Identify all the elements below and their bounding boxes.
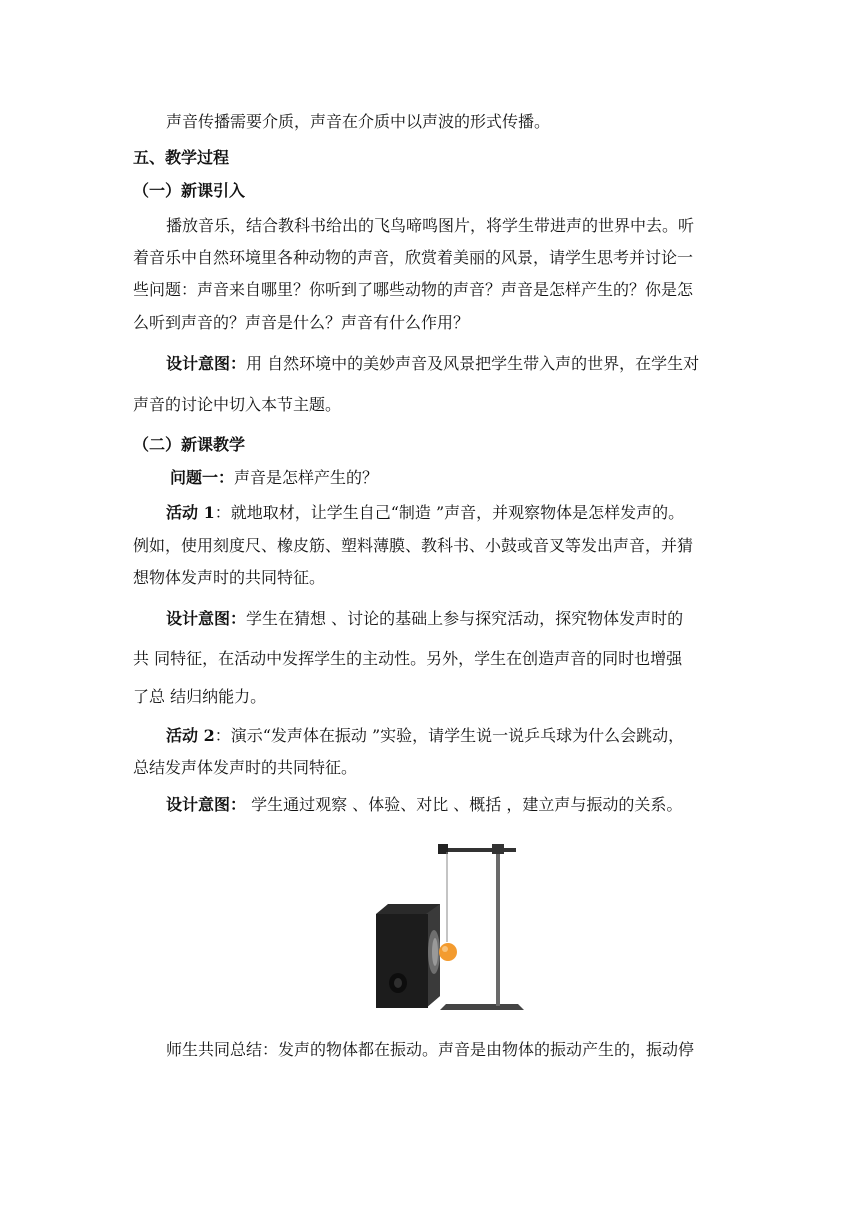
paragraph-medium-transmission: 声音传播需要介质，声音在介质中以声波的形式传播。 xyxy=(166,112,551,131)
activity-line: 例如，使用刻度尺、橡皮筋、塑料薄膜、教科书、小鼓或音叉等发出声音，并猜 xyxy=(133,536,694,555)
design-intent-line: 共 同特征，在活动中发挥学生的主动性。另外，学生在创造声音的同时也增强 xyxy=(133,649,683,668)
section-heading-teaching-process: 五、教学过程 xyxy=(133,148,230,167)
activity-label: 活动 2 xyxy=(166,726,215,745)
intro-line: 着音乐中自然环境里各种动物的声音，欣赏着美丽的风景，请学生思考并讨论一 xyxy=(133,248,694,267)
subsection-heading-teaching: （二）新课教学 xyxy=(133,435,246,454)
design-intent-text: 学生通过观察 、体验、对比 、概括 ，建立声与振动的关系。 xyxy=(246,795,683,814)
design-intent-1 xyxy=(166,353,699,375)
question-one xyxy=(170,467,378,489)
stand-clamp-arm xyxy=(440,848,516,852)
speaker-vibration-experiment-image xyxy=(368,838,528,1014)
design-intent-3 xyxy=(166,794,682,816)
activity-text: ：就地取材，让学生自己“制造 ”声音，并观察物体是怎样发声的。 xyxy=(214,503,685,522)
intro-line: 么听到声音的？声音是什么？声音有什么作用？ xyxy=(133,313,470,332)
activity-line: 想物体发声时的共同特征。 xyxy=(133,568,326,587)
design-intent-label: 设计意图： xyxy=(166,609,247,628)
design-intent-line: 了总 结归纳能力。 xyxy=(133,687,267,706)
design-intent-text: 用 自然环境中的美妙声音及风景把学生带入声的世界，在学生对 xyxy=(246,354,700,373)
activity-text: ：演示“发声体在振动 ”实验，请学生说一说乒乓球为什么会跳动， xyxy=(214,726,685,745)
ping-pong-ball xyxy=(439,943,457,961)
activity-line: 总结发声体发声时的共同特征。 xyxy=(133,758,358,777)
design-intent-2 xyxy=(166,608,683,630)
activity-1 xyxy=(166,502,684,524)
stand-base xyxy=(440,1004,524,1010)
design-intent-line: 声音的讨论中切入本节主题。 xyxy=(133,395,342,414)
question-text: 声音是怎样产生的？ xyxy=(234,468,379,487)
activity-2 xyxy=(166,725,684,747)
speaker-body xyxy=(376,914,428,1008)
stand-rod xyxy=(496,844,500,1006)
design-intent-label: 设计意图： xyxy=(166,354,247,373)
activity-label: 活动 1 xyxy=(166,503,215,522)
subsection-heading-intro: （一）新课引入 xyxy=(133,181,246,200)
intro-line: 些问题：声音来自哪里？你听到了哪些动物的声音？声音是怎样产生的？你是怎 xyxy=(133,280,694,299)
design-intent-label: 设计意图： xyxy=(166,795,247,814)
stand-clamp-right xyxy=(492,844,504,854)
design-intent-text: 学生在猜想 、讨论的基础上参与探究活动，探究物体发声时的 xyxy=(246,609,684,628)
summary-line: 师生共同总结：发声的物体都在振动。声音是由物体的振动产生的，振动停 xyxy=(166,1040,695,1059)
intro-line: 播放音乐，结合教科书给出的飞鸟啼鸣图片，将学生带进声的世界中去。听 xyxy=(166,216,695,235)
question-label: 问题一： xyxy=(170,468,235,487)
